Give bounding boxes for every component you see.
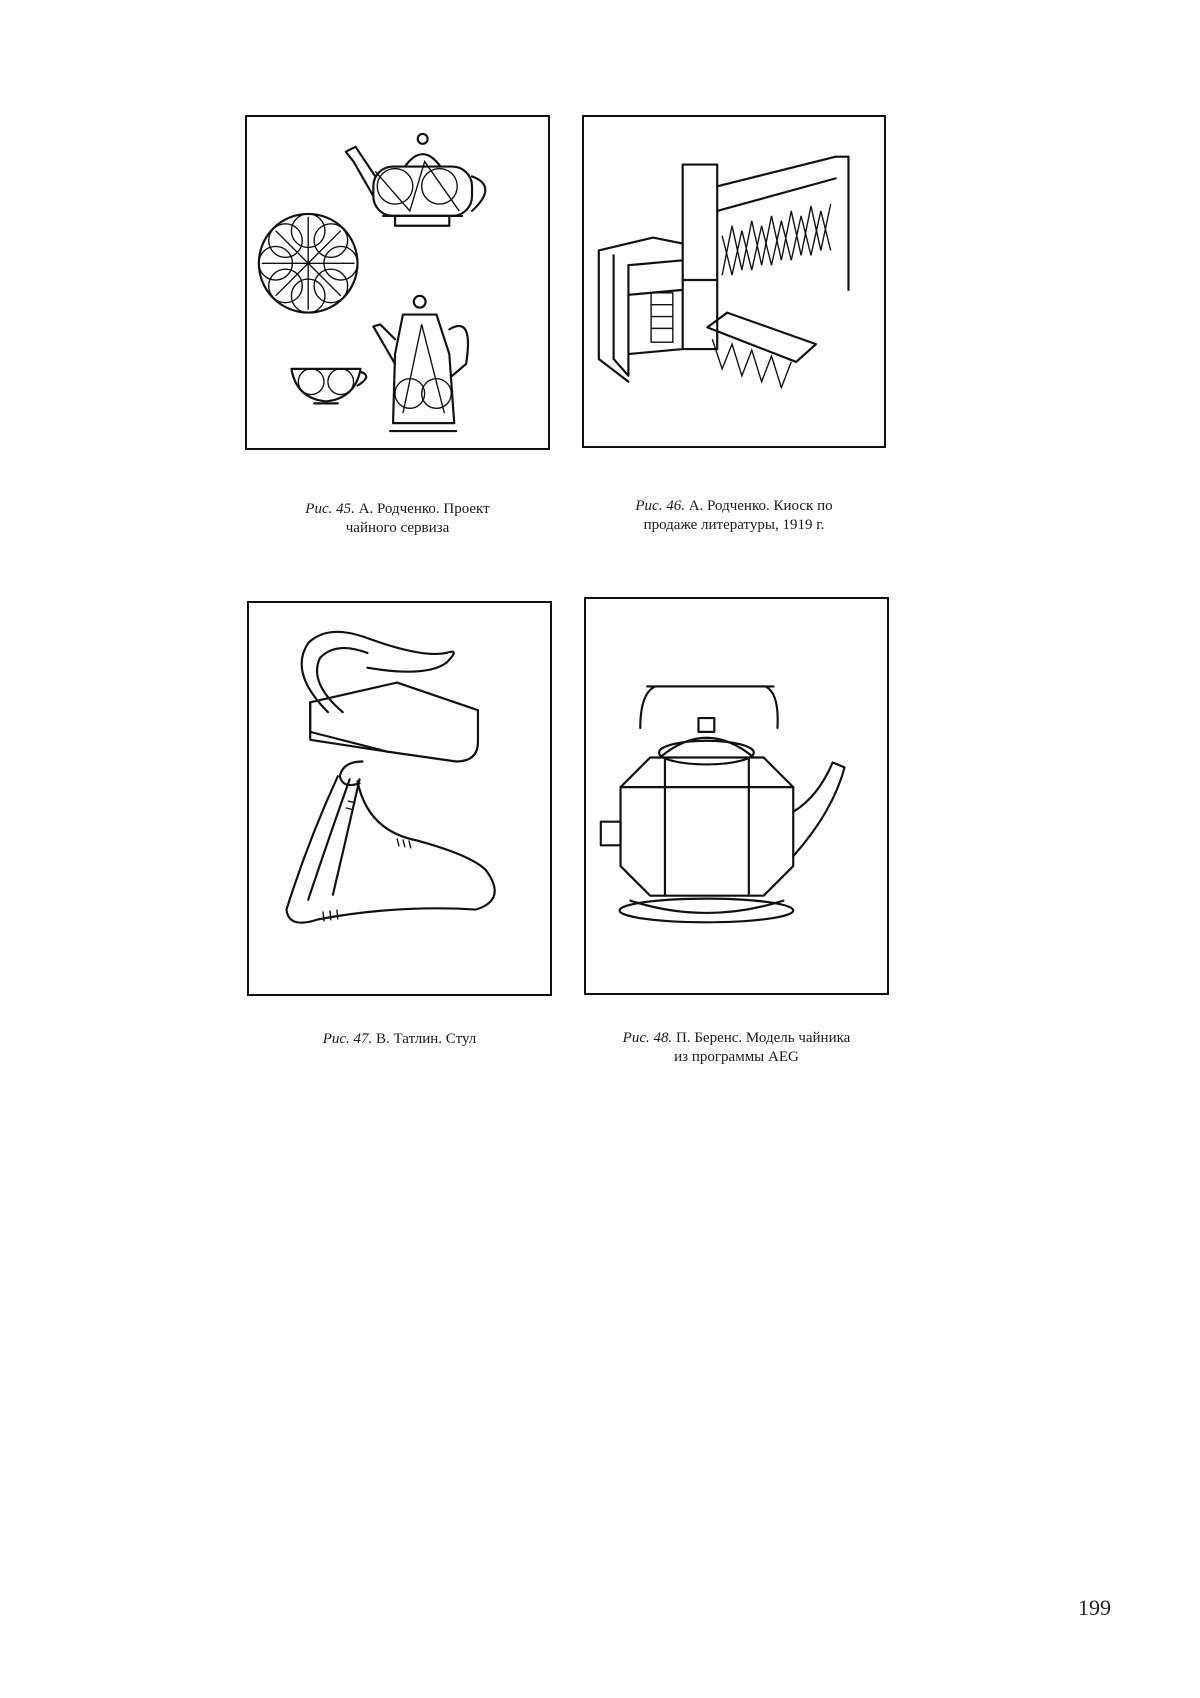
figure-45-caption-line1: А. Родченко. Проект [358,501,490,517]
figure-47-frame [247,601,552,996]
figure-45-caption-line2: чайного сервиза [345,520,450,536]
figure-45-caption [245,500,550,538]
figure-46-caption [582,497,886,535]
figure-48-caption [584,1029,889,1067]
figure-45-number: Рис. 45. [305,501,355,517]
figure-45-frame [245,115,550,450]
kettle-drawing [586,599,887,993]
page-number: 199 [1078,1595,1111,1620]
cup-icon [291,369,366,404]
figure-47-caption-line1: В. Татлин. Стул [376,1031,477,1047]
figure-47-caption [247,1030,552,1049]
figure-46-caption-line2: продаже литературы, 1919 г. [643,517,825,533]
figure-46-number: Рис. 46. [635,498,685,514]
book-kiosk-drawing [584,117,884,446]
figure-48-caption-line1: П. Беренс. Модель чайника [675,1030,851,1046]
chair-drawing [249,603,550,994]
figure-48-caption-line2: из программы AEG [674,1049,799,1065]
figure-48-number: Рис. 48. [622,1030,673,1046]
coffee-pot-icon [373,296,468,431]
saucer-icon [259,214,358,313]
figure-47-number: Рис. 47. [322,1031,373,1047]
tea-set-drawing [247,117,548,448]
teapot-icon [346,134,486,226]
figure-48-frame [584,597,889,995]
figure-46-caption-line1: А. Родченко. Киоск по [688,498,833,514]
figure-46-frame [582,115,886,448]
